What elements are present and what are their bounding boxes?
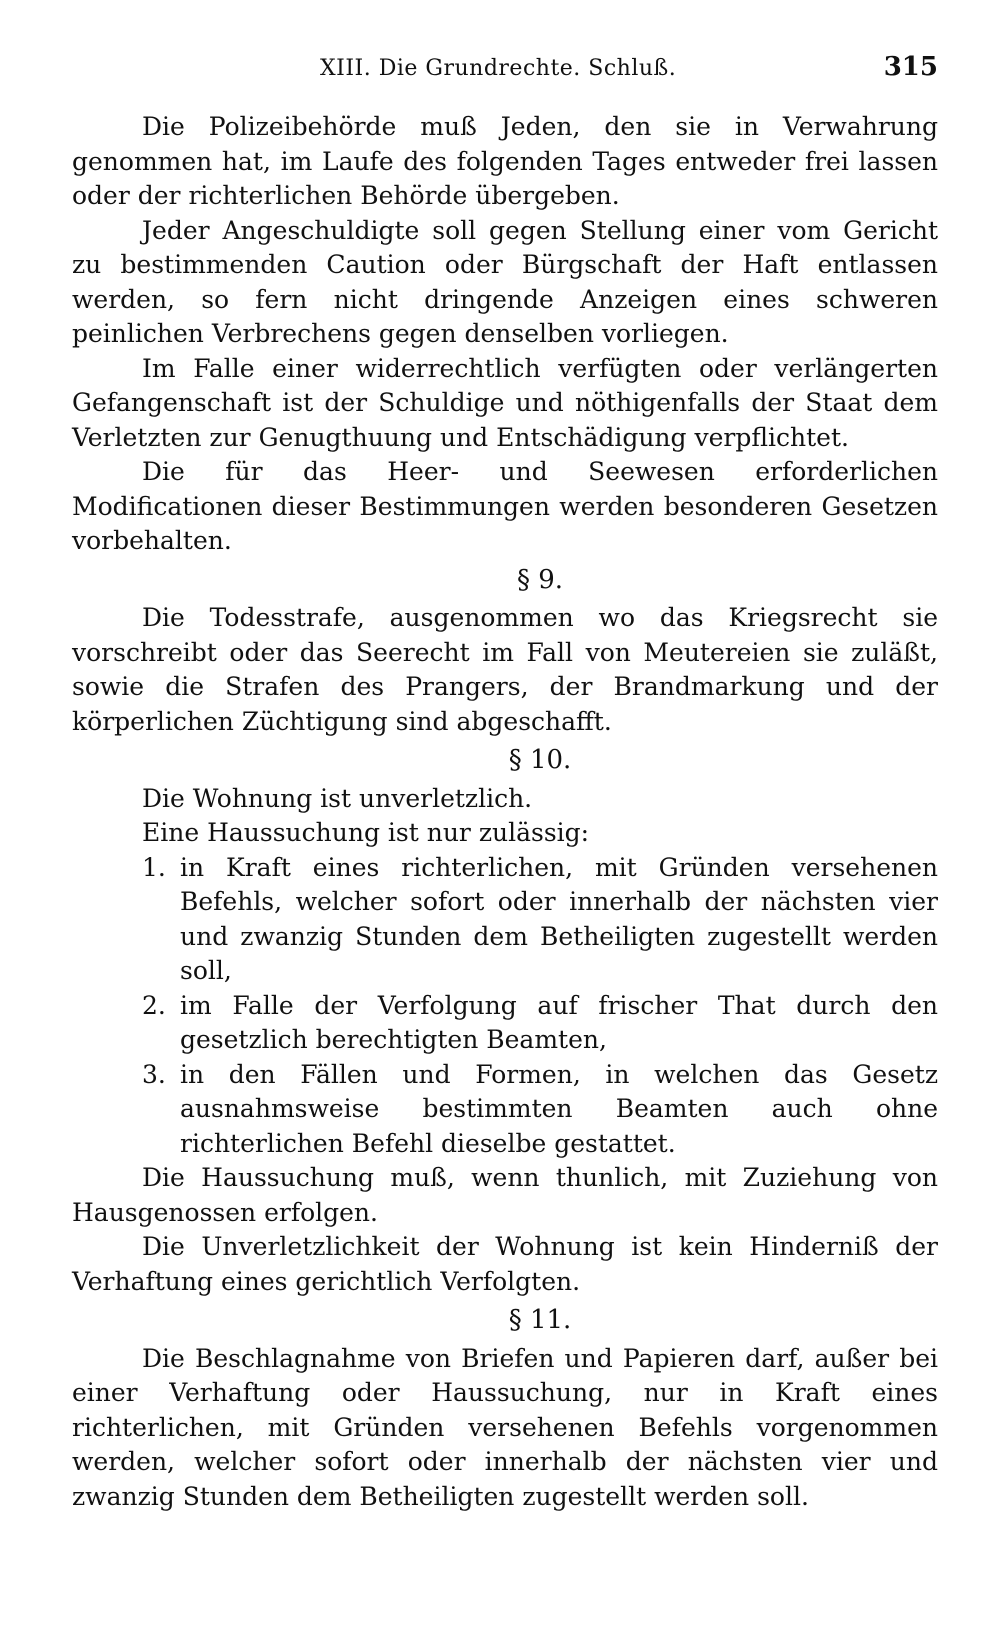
book-page [72,52,938,1514]
list-item [72,851,938,989]
section-heading-9: § 9. [516,564,564,595]
page-header [72,52,938,92]
paragraph-death-penalty: Die Todesstrafe, ausgenommen wo das Kriegsrecht sie vorschreibt oder das Seerecht im Fall von Meutereien sie zuläßt, sowie die Strafen des Prangers, der Brandmarkung und der körperlichen Züchtigung sind abgeschafft. [72,603,938,736]
running-head: XIII. Die Grundrechte. Schluß. [320,56,677,81]
section-heading-11: § 11. [508,1305,572,1335]
list-item [72,989,938,1058]
section-heading-10: § 10. [508,745,572,775]
list-item-number: 1. [142,852,166,882]
list-item-text: in Kraft eines richterlichen, mit Gründen versehenen Befehls, welcher sofort oder innerhalb der nächsten vier und zwanzig Stunden dem Betheiligten zugestellt werden soll, [180,852,938,985]
paragraph-compensation: Im Falle einer widerrechtlich verfügten oder verlängerten Gefangenschaft ist der Schuldige und nöthigenfalls der Staat dem Verletzten zur Genugthuung und Entschädigung verpflichtet. [72,353,938,452]
paragraph-dwelling-inviolable: Die Wohnung ist unverletzlich. [142,783,533,813]
paragraph-military-modifications: Die für das Heer- und Seewesen erforderlichen Modificationen dieser Bestimmungen werden besonderen Gesetzen vorbehalten. [72,457,938,555]
list-item-number: 3. [142,1059,166,1089]
paragraph-household-members: Die Haussuchung muß, wenn thunlich, mit Zuziehung von Hausgenossen erfolgen. [72,1163,938,1227]
list-item [72,1058,938,1162]
paragraph-bail: Jeder Angeschuldigte soll gegen Stellung einer vom Gericht zu bestimmenden Caution oder Bürgschaft der Haft entlassen werden, so fern nicht dringende Anzeigen eines schweren peinlichen Verbrechens gegen denselben vorliegen. [72,215,938,348]
paragraph-police-custody: Die Polizeibehörde muß Jeden, den sie in Verwahrung genommen hat, im Laufe des folgenden Tages entweder frei lassen oder der richterlichen Behörde übergeben. [72,112,938,210]
list-item-text: in den Fällen und Formen, in welchen das Gesetz ausnahmsweise bestimmten Beamten auch ohne richterlichen Befehl dieselbe gestattet. [180,1059,938,1158]
list-item-text: im Falle der Verfolgung auf frischer That durch den gesetzlich berechtigten Beamten, [180,990,938,1054]
list-item-number: 2. [142,990,166,1020]
paragraph-search-permissible: Eine Haussuchung ist nur zulässig: [142,818,590,847]
page-number: 315 [883,52,938,82]
search-conditions-list [72,851,938,1162]
paragraph-arrest-not-hindered: Die Unverletzlichkeit der Wohnung ist kein Hinderniß der Verhaftung eines gerichtlich Verfolgten. [72,1232,938,1296]
paragraph-letters-seizure: Die Beschlagnahme von Briefen und Papieren darf, außer bei einer Verhaftung oder Haussuchung, nur in Kraft eines richterlichen, mit Gründen versehenen Befehls vorgenommen werden, welcher sofort oder innerhalb der nächsten vier und zwanzig Stunden dem Betheiligten zugestellt werden soll. [72,1343,938,1511]
